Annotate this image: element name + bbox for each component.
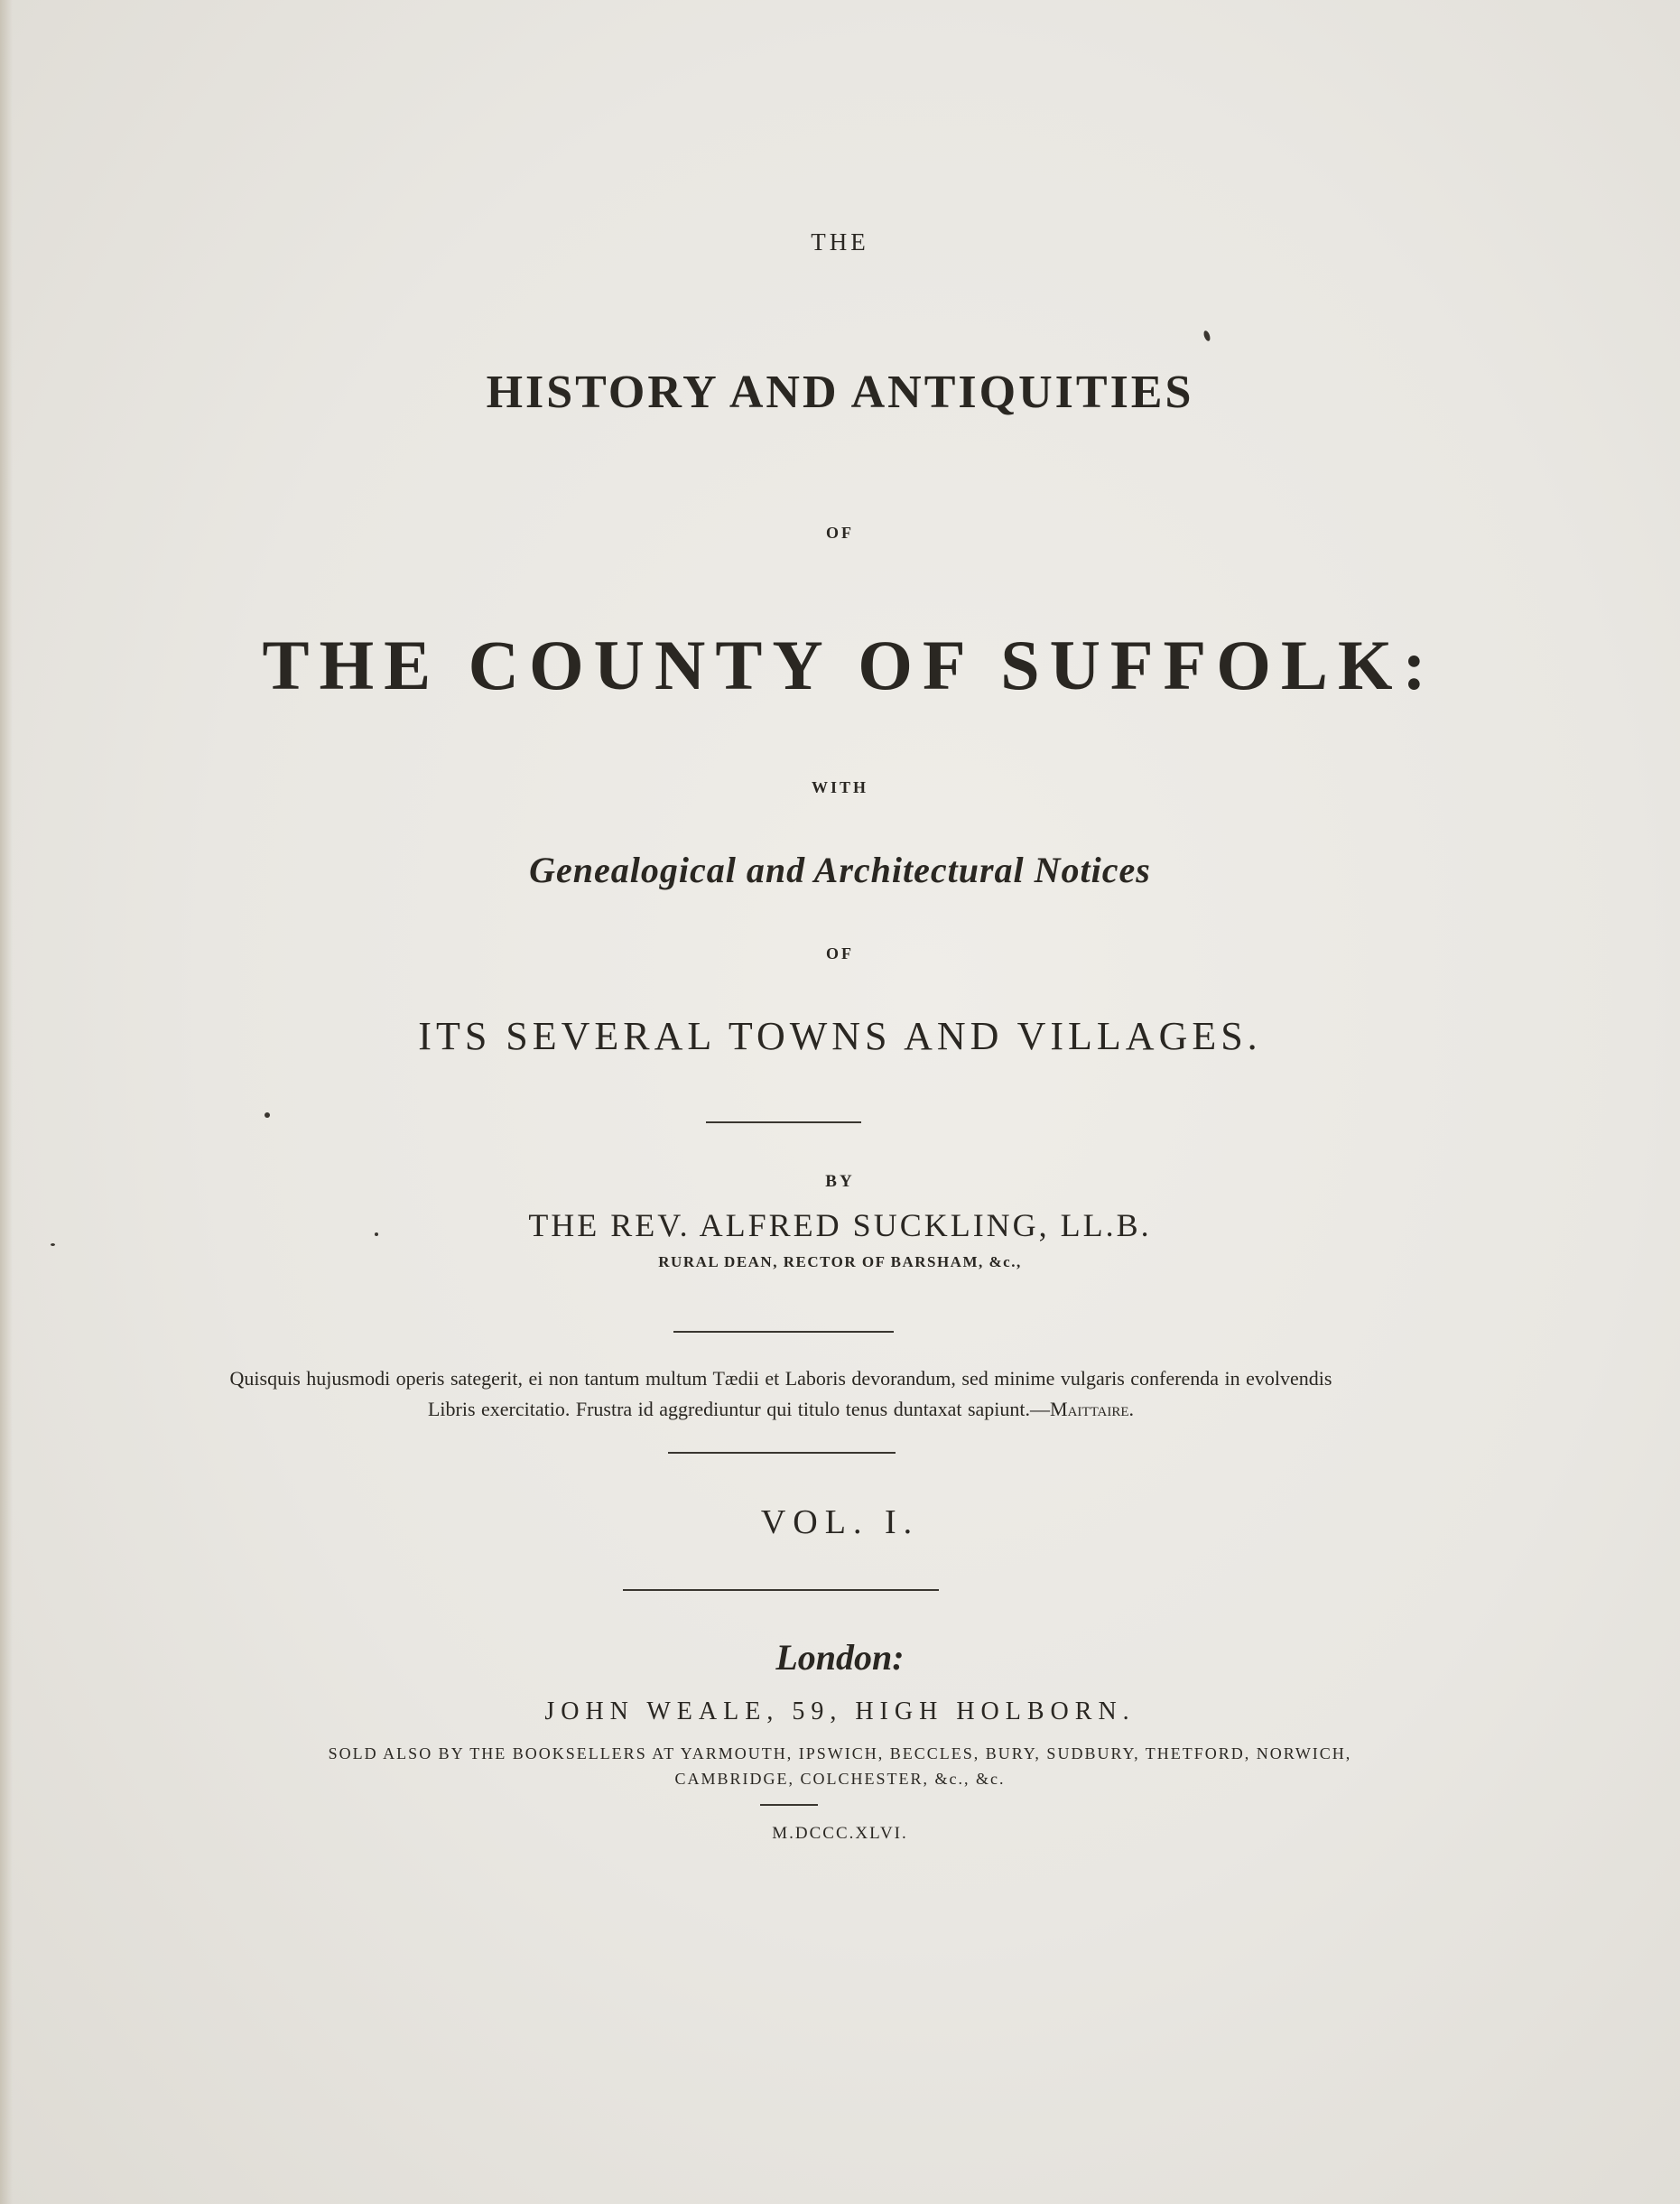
booksellers-line-1: SOLD ALSO BY THE BOOKSELLERS AT YARMOUTH, IPSWICH, BECCLES, BURY, SUDBURY, THETFORD, NORWICH, [328,1744,1352,1762]
divider-rule [668,1452,896,1454]
title-article: THE [811,228,869,256]
divider-rule [706,1121,861,1123]
volume-number: VOL. I. [760,1503,920,1541]
title-of-1: OF [826,524,854,542]
epigraph [226,1363,1336,1425]
author-title: RURAL DEAN, RECTOR OF BARSHAM, &c., [658,1253,1022,1270]
subtitle-towns: ITS SEVERAL TOWNS AND VILLAGES. [418,1014,1262,1058]
paper-speck [375,1232,378,1236]
paper-speck [265,1112,270,1118]
publisher: JOHN WEALE, 59, HIGH HOLBORN. [544,1697,1136,1725]
booksellers-line-2: CAMBRIDGE, COLCHESTER, &c., &c. [674,1770,1006,1788]
divider-rule [760,1804,818,1806]
publication-date: M.DCCC.XLVI. [772,1824,908,1843]
divider-rule [673,1331,894,1333]
author-name: THE REV. ALFRED SUCKLING, LL.B. [528,1207,1152,1243]
title-history: HISTORY AND ANTIQUITIES [486,367,1194,418]
imprint-city: London: [775,1637,905,1678]
divider-rule [623,1589,939,1591]
paper-speck [51,1243,55,1246]
paper-speck [1202,330,1211,341]
subtitle-genealogical: Genealogical and Architectural Notices [529,850,1151,890]
epigraph-text: Quisquis hujusmodi operis sategerit, ei non tantum multum Tædii et Laboris devorandum, sed minime vulgaris conferenda in evolvendis Libris exercitatio. Frustra id aggrediuntur qui titulo tenus duntaxat sapiunt.— [229,1367,1332,1420]
main-title: THE COUNTY OF SUFFOLK: [262,626,1436,704]
title-of-2: OF [826,944,854,963]
epigraph-author: Maittaire. [1050,1398,1135,1420]
byline-by: BY [825,1172,855,1191]
title-with: WITH [811,778,868,796]
